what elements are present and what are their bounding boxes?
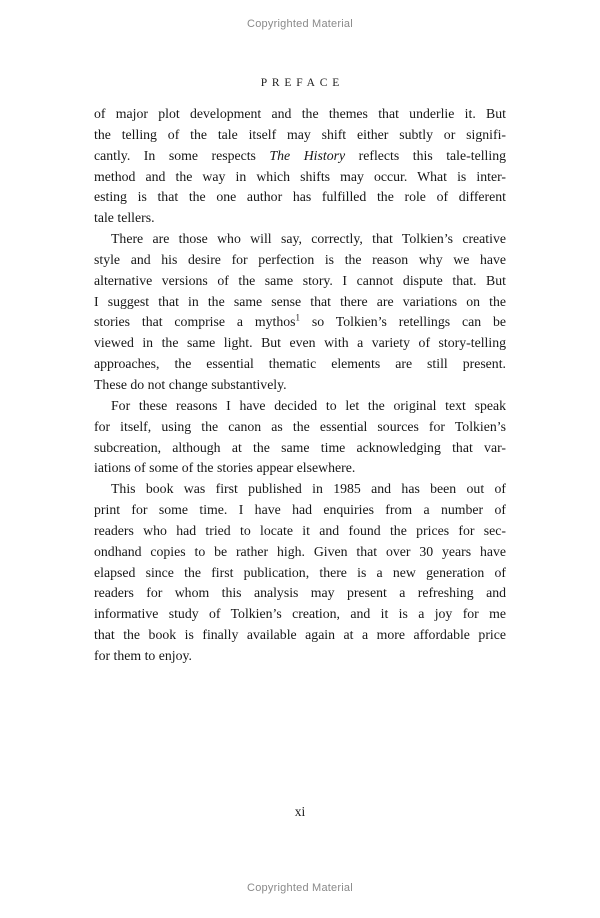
text-line: This book was first published in 1985 and has been out of: [111, 481, 506, 497]
text-line: readers for whom this analysis may present a refreshing and: [94, 585, 506, 601]
page-number: xi: [294, 804, 306, 819]
text-line: that the book is finally available again at a more affordable price: [94, 627, 506, 643]
text-line: cantly. In some respects The History reflects this tale-telling: [94, 147, 506, 163]
text-line: of major plot development and the themes that underlie it. But: [94, 106, 506, 121]
text-line: method and the way in which shifts may occur. What is inter-: [94, 168, 506, 184]
text-line: readers who had tried to locate it and found the prices for sec-: [94, 522, 506, 538]
text-line: viewed in the same light. But even with a variety of story-telling: [94, 335, 506, 351]
text-line: print for some time. I have had enquiries from a number of: [94, 502, 506, 518]
text-line: style and his desire for perfection is the reason why we have: [94, 251, 506, 267]
text-line: the telling of the tale itself may shift either subtly or signifi-: [94, 126, 506, 142]
text-line: subcreation, although at the same time acknowledging that var-: [94, 439, 506, 455]
chapter-title: PREFACE: [260, 77, 345, 89]
text-line: for them to enjoy.: [94, 647, 192, 663]
text-line: These do not change substantively.: [94, 376, 287, 392]
text-line: tale tellers.: [94, 210, 155, 226]
text-line: esting is that the one author has fulfilled the role of different: [94, 189, 506, 205]
text-line: I suggest that in the same sense that there are variations on the: [94, 293, 506, 309]
text-line: alternative versions of the same story. I cannot dispute that. But: [94, 272, 506, 288]
text-line: approaches, the essential thematic elements are still present.: [94, 356, 506, 372]
text-line: For these reasons I have decided to let the original text speak: [111, 397, 506, 413]
copyright-notice-bottom: Copyrighted Material: [247, 882, 353, 894]
text-line: informative study of Tolkien’s creation, and it is a joy for me: [94, 606, 506, 622]
body-text: [94, 104, 506, 667]
text-line: for itself, using the canon as the essential sources for Tolkien’s: [94, 418, 506, 434]
text-line: stories that comprise a mythos$^1$ so Tolkien’s retellings can be: [94, 312, 506, 330]
text-line: There are those who will say, correctly, that Tolkien’s creative: [111, 231, 506, 247]
text-line: ondhand copies to be rather high. Given that over 30 years have: [94, 543, 506, 559]
text-line: elapsed since the first publication, there is a new generation of: [94, 564, 506, 580]
text-line: iations of some of the stories appear elsewhere.: [94, 460, 356, 476]
copyright-notice-top: Copyrighted Material: [247, 18, 353, 30]
